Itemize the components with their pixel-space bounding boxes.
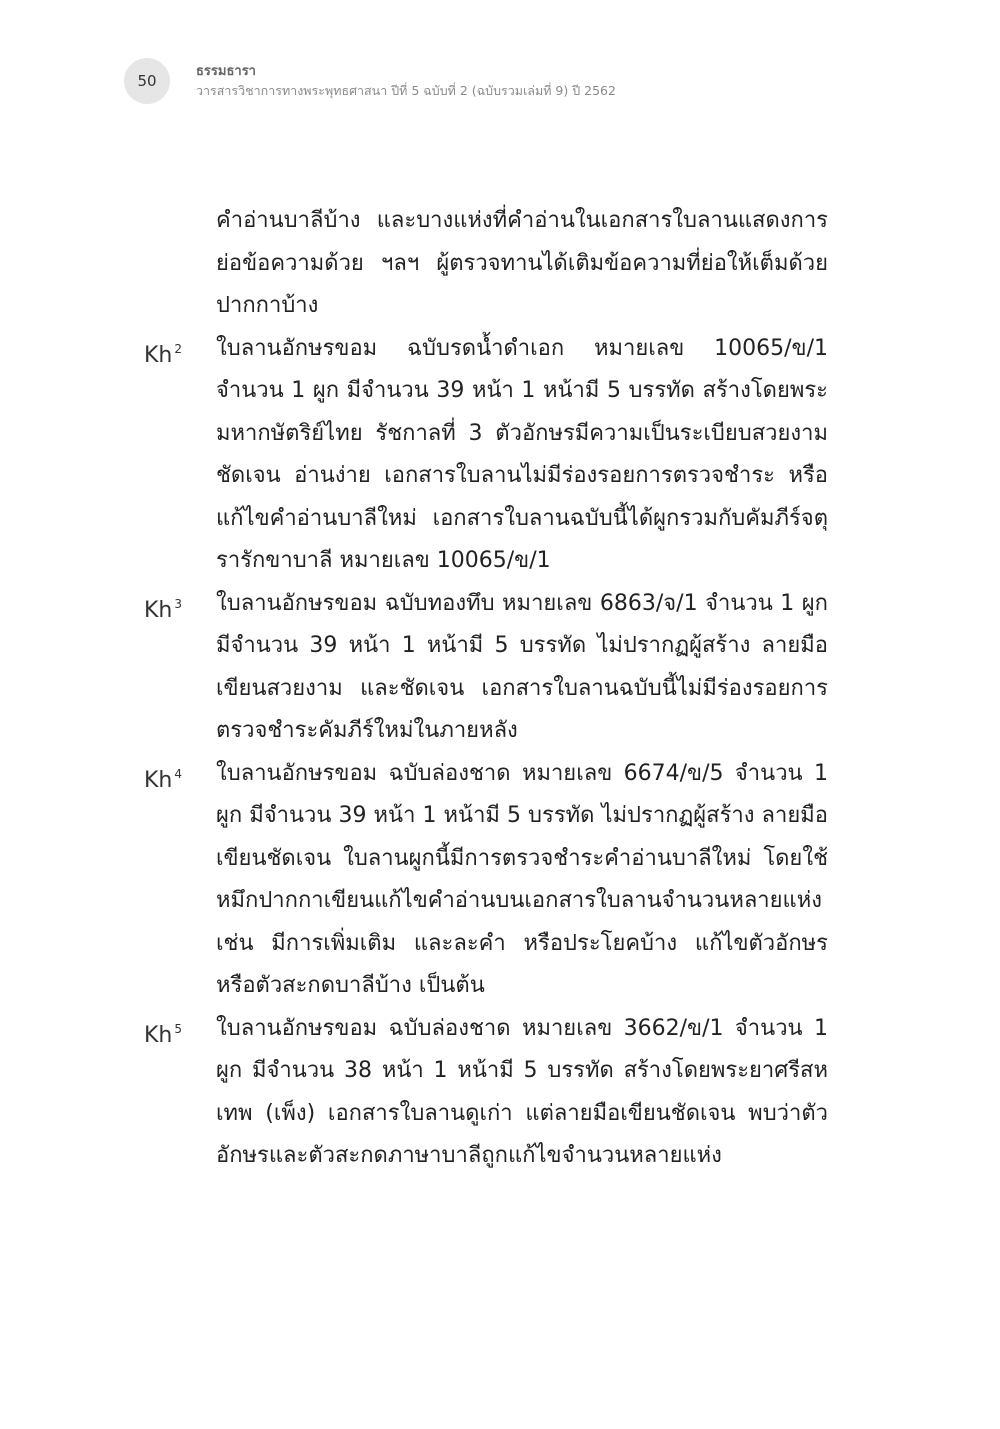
entry-description: ใบลานอักษรขอม ฉบับรดน้ำดำเอก หมายเลข 10065/ข/1 จำนวน 1 ผูก มีจำนวน 39 หน้า 1 หน้ามี 5 บรรทัด สร้างโดยพระมหากษัตริย์ไทย รัชกาลที่ 3 ตัวอักษรมีความเป็นระเบียบสวยงาม ชัดเจน อ่านง่าย เอกสารใบลานไม่มีร่องรอยการตรวจชำระ หรือแก้ไขคำอ่านบาลีใหม่ เอกสารใบลานฉบับนี้ได้ผูกรวมกับคัมภีร์จตุรารักขาบาลี หมายเลข 10065/ข/1 [216, 335, 828, 573]
entry-label-superscript: 5 [174, 1021, 183, 1036]
entry-label [0, 328, 216, 583]
journal-name: ธรรมธารา [196, 64, 256, 79]
page-number: 50 [124, 58, 170, 104]
entry-label-superscript: 4 [174, 766, 183, 781]
entry-label-text: Kh [144, 342, 173, 368]
manuscript-entry-kh4 [0, 753, 1000, 1008]
entry-label-text: Kh [144, 767, 173, 793]
running-header [196, 64, 616, 100]
manuscript-entry-kh3 [0, 583, 1000, 753]
entry-label-text: Kh [144, 597, 173, 623]
journal-issue: วารสารวิชาการทางพระพุทธศาสนา ปีที่ 5 ฉบับที่ 2 (ฉบับรวมเล่มที่ 9) ปี 2562 [196, 83, 616, 98]
continuation-paragraph: คำอ่านบาลีบ้าง และบางแห่งที่คำอ่านในเอกสารใบลานแสดงการย่อข้อความด้วย ฯลฯ ผู้ตรวจทานได้เติมข้อความที่ย่อให้เต็มด้วยปากกาบ้าง [216, 208, 828, 318]
entry-label [0, 1008, 216, 1178]
entry-description: ใบลานอักษรขอม ฉบับล่องชาด หมายเลข 3662/ข/1 จำนวน 1 ผูก มีจำนวน 38 หน้า 1 หน้ามี 5 บรรทัด สร้างโดยพระยาศรีสหเทพ (เพ็ง) เอกสารใบลานดูเก่า แต่ลายมือเขียนชัดเจน พบว่าตัวอักษรและตัวสะกดภาษาบาลีถูกแก้ไขจำนวนหลายแห่ง [216, 1015, 828, 1168]
manuscript-entry-kh5 [0, 1008, 1000, 1178]
entry-label-superscript: 3 [174, 596, 183, 611]
manuscript-entry-kh2 [0, 328, 1000, 583]
entry-label [0, 753, 216, 1008]
entry-label-superscript: 2 [174, 341, 183, 356]
entry-label-text: Kh [144, 1022, 173, 1048]
entry-label [0, 583, 216, 753]
entry-description: ใบลานอักษรขอม ฉบับล่องชาด หมายเลข 6674/ข/5 จำนวน 1 ผูก มีจำนวน 39 หน้า 1 หน้ามี 5 บรรทัด ไม่ปรากฏผู้สร้าง ลายมือเขียนชัดเจน ใบลานผูกนี้มีการตรวจชำระคำอ่านบาลีใหม่ โดยใช้หมึกปากกาเขียนแก้ไขคำอ่านบนเอกสารใบลานจำนวนหลายแห่ง เช่น มีการเพิ่มเติม และละคำ หรือประโยคบ้าง แก้ไขตัวอักษร หรือตัวสะกดบาลีบ้าง เป็นต้น [216, 760, 828, 998]
entry-description: ใบลานอักษรขอม ฉบับทองทึบ หมายเลข 6863/จ/1 จำนวน 1 ผูก มีจำนวน 39 หน้า 1 หน้ามี 5 บรรทัด ไม่ปรากฏผู้สร้าง ลายมือเขียนสวยงาม และชัดเจน เอกสารใบลานฉบับนี้ไม่มีร่องรอยการตรวจชำระคัมภีร์ใหม่ในภายหลัง [216, 590, 828, 743]
body-text [0, 200, 1000, 1178]
